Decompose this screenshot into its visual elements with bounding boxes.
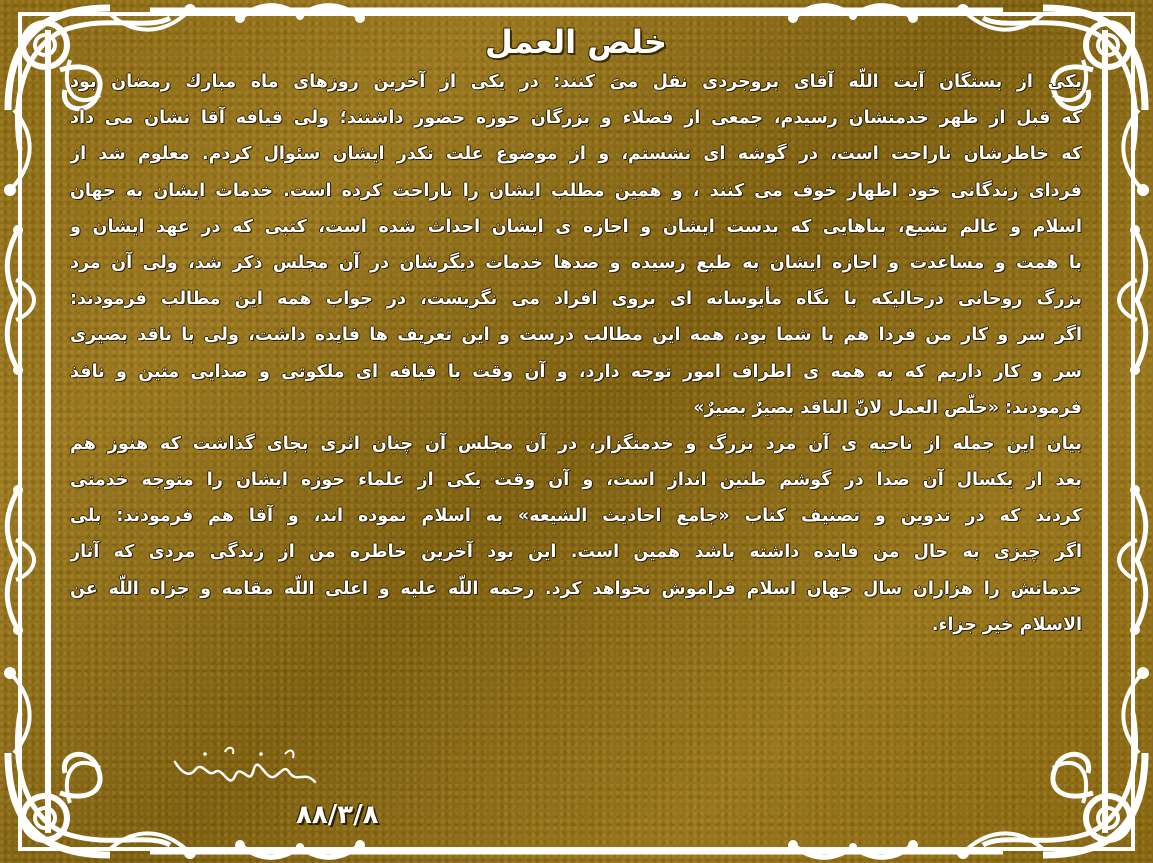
text-line: بیان این جمله از ناحیه ی آن مرد بزرگ و خدمتگزار، در آن مجلس آن چنان اثری بجای گذاشت که هنوز هم [70,433,1082,454]
text-line: خدماتش را هزاران سال جهان اسلام فراموش نخواهد کرد. رحمه اللّه علیه و اعلی اللّه مقامه و جزاه اللّه عن [70,578,1082,599]
text-line: فردای زندگانی خود اظهار خوف می کنند ، و همین مطلب ایشان را ناراحت کرده است. خدمات ایشان به جهان [70,180,1082,201]
text-line: اگر سر و کار من فردا هم با شما بود، همه این مطالب درست و این تعریف ها فایده داشت، ولی با ناقد بصیری [70,325,1082,346]
text-line: با همت و مساعدت و اجازه ایشان به طبع رسیده و صدها خدمات دیگرشان در آن مجلس ذکر شد، ولی آن مرد [70,252,1082,273]
document-body [70,20,1082,850]
text-line: بزرگ روحانی درحالیکه با نگاه مأیوسانه ای بروی افراد می نگریست، در جواب همه این مطالب فرمودند: [70,289,1082,310]
quote-line: فرمودند: «خلّص العمل لانّ الناقد بصیرٌ بصیرٌ» [693,397,1082,418]
text-line: یکی از بستگان آیت اللّه آقای بروجردی نقل میَ کنند: در یکی از آخرین روزهای ماه مبارك رمضان بود [70,72,1082,92]
closing-text: الاسلام خیر جزاء. [931,614,1082,635]
text-lines [70,64,1082,643]
text-line: سر و کار داریم که به همه ی اطراف امور توجه دارد، و آن وقت با قیافه ای ملکوتی و صدایی متین و نافذ [70,361,1082,382]
text-line: که خاطرشان ناراحت است، در گوشه ای نشستم، و از موضوع علت تکدر ایشان سئوال کردم. معلوم شد از [70,144,1082,165]
text-line: کردند که در تدوین و تصنیف کتاب «جامع احادیث الشیعه» به اسلام نموده اند، و آقا هم فرمودند: بلی [70,506,1082,527]
text-line: که قبل از ظهر خدمتشان رسیدم، جمعی از فضلاء و بزرگان حوزه حضور داشتند؛ ولی قیافه آقا نشان می داد [70,108,1082,129]
text-line: بعد از یکسال آن صدا در گوشم طنین انداز است، و آن وقت یکی از علماء حوزه ایشان را متوجه خدمتی [70,470,1082,491]
text-line: اسلام و عالم تشیع، بناهایی که بدست ایشان و اجازه ی ایشان احداث شده است، کتبی که در عهد ایشان و [70,216,1082,237]
text-line: اگر چیزی به حال من فایده داشته باشد همین است. این بود آخرین خاطره من از زندگی مردی که آثار [70,542,1082,563]
page-title: خلص العمل [485,23,667,61]
handwritten-signature [165,742,325,802]
date-stamp: ۸۸/۳/۸ [296,800,379,830]
last-line-row [70,607,1082,643]
